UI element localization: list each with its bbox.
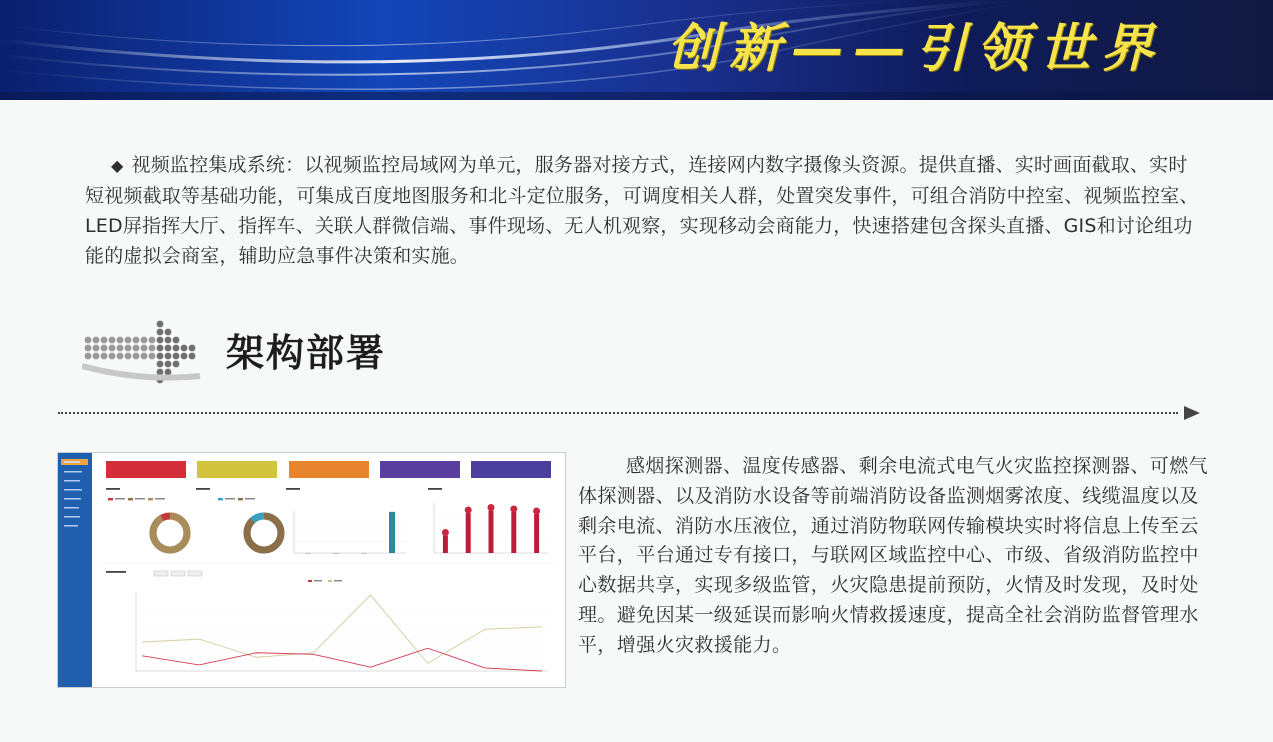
donut-arc [247, 516, 281, 550]
divider-arrow-icon [1184, 406, 1200, 420]
lollipop-bar [511, 512, 516, 553]
lollipop-bar [534, 514, 539, 553]
intro-paragraph [85, 150, 1205, 271]
dotted-arrow-icon [82, 318, 207, 386]
lollipop-bar [489, 511, 494, 554]
lollipop-bar [443, 536, 448, 554]
lollipop-bar [466, 513, 471, 553]
line-series-a [142, 595, 542, 663]
intro-text: 视频监控集成系统：以视频监控局域网为单元，服务器对接方式，连接网内数字摄像头资源。提供直播、实时画面截取、实时短视频截取等基础功能，可集成百度地图服务和北斗定位服务，可调度相关人群，处置突发事件，可组合消防中控室、视频监控室、LED屏指挥大厅、指挥车、关联人群微信端、事件现场、无人机观察，实现移动会商能力，快速搭建包含探头直播、GIS和讨论组功能的虚拟会商室，辅助应急事件决策和实施。 [85, 154, 1199, 267]
lollipop-head [465, 507, 472, 514]
donut-arc [153, 516, 187, 550]
section-title: 架构部署 [226, 331, 387, 375]
description-paragraph [578, 452, 1208, 661]
line-series-b [142, 648, 542, 671]
description-text: 感烟探测器、温度传感器、剩余电流式电气火灾监控探测器、可燃气体探测器、以及消防水设备等前端消防设备监测烟雾浓度、线缆温度以及剩余电流、消防水压液位，通过消防物联网传输模块实时将信息上传至云平台，平台通过专有接口，与联网区域监控中心、市级、省级消防监控中心数据共享，实现多级监管，火灾隐患提前预防，火情及时发现，及时处理。避免因某一级延误而影响火情救援速度，提高全社会消防监督管理水平，增强火灾救援能力。 [578, 455, 1209, 656]
bar [389, 512, 395, 553]
bullet-diamond-icon: ◆ [111, 156, 124, 175]
lollipop-head [442, 529, 449, 536]
banner-title: 创新——引领世界 [666, 18, 1163, 79]
dashboard-screenshot [57, 452, 566, 688]
dotted-divider [58, 412, 1178, 414]
lollipop-head [510, 506, 517, 513]
dashboard-charts [58, 453, 565, 687]
header-banner [0, 0, 1273, 100]
lollipop-head [488, 504, 495, 511]
lollipop-head [533, 508, 540, 515]
